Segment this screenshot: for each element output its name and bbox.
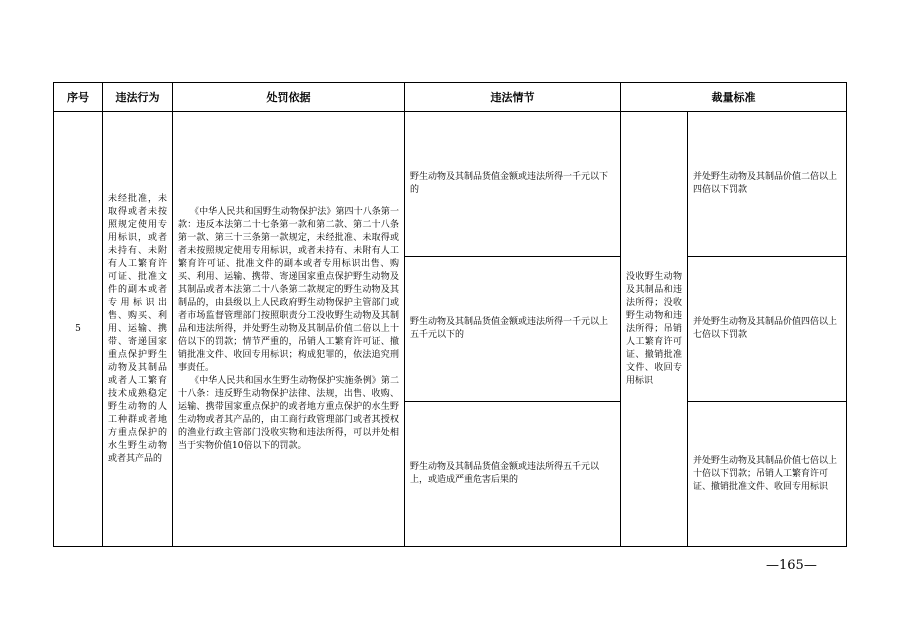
header-number: 序号 [54, 83, 103, 112]
discretion-standard: 并处野生动物及其制品价值七倍以上十倍以下罚款；吊销人工繁育许可证、撤销批准文件、收回专用标识 [688, 402, 847, 547]
row-number: 5 [54, 112, 103, 547]
table-row [54, 112, 847, 257]
discretion-standard: 并处野生动物及其制品价值四倍以上七倍以下罚款 [688, 257, 847, 402]
table-header-row [54, 83, 847, 112]
header-circumstance: 违法情节 [405, 83, 621, 112]
circumstance-condition: 野生动物及其制品货值金额或违法所得一千元以下的 [405, 112, 621, 257]
basis-paragraph: 《中华人民共和国野生动物保护法》第四十八条第一款：违反本法第二十七条第一款和第二款、第二十八条第一款、第三十三条第一款规定，未经批准、未取得或者未按照规定使用专用标识，或者未持有、未附有人工繁育许可证、批准文件的副本或者专用标识出售、购买、利用、运输、携带、寄递国家重点保护野生动物及其制品或者本法第二十八条第二款规定的野生动物及其制品的，由县级以上人民政府野生动物保护主管部门或者市场监督管理部门按照职责分工没收野生动物及其制品和违法所得，并处野生动物及其制品价值二倍以上十倍以下的罚款；情节严重的，吊销人工繁育许可证、撤销批准文件、收回专用标识；构成犯罪的，依法追究刑事责任。 [178, 206, 399, 373]
basis-paragraph: 《中华人民共和国水生野生动物保护实施条例》第二十八条：违反野生动物保护法律、法规，出售、收购、运输、携带国家重点保护的或者地方重点保护的水生野生动物或者其产品的，由工商行政管理部门或者其授权的渔业行政主管部门没收实物和违法所得，可以并处相当于实物价值10倍以下的罚款。 [178, 375, 399, 451]
header-violation: 违法行为 [103, 83, 173, 112]
circumstance-condition: 野生动物及其制品货值金额或违法所得五千元以上，或造成严重危害后果的 [405, 402, 621, 547]
common-measure: 没收野生动物及其制品和违法所得；没收野生动物和违法所得；吊销人工繁育许可证、撤销批准文件、收回专用标识 [621, 112, 688, 547]
header-standard: 裁量标准 [621, 83, 847, 112]
violation-text: 未经批准，未取得或者未按照规定使用专用标识，或者未持有、未附有人工繁育许可证、批准文件的副本或者专用标识出售、购买、利用、运输、携带、寄递国家重点保护野生动物及其制品或者人工繁育技术成熟稳定野生动物的人工种群或者地方重点保护的水生野生动物或者其产品的 [103, 112, 173, 547]
circumstance-condition: 野生动物及其制品货值金额或违法所得一千元以上五千元以下的 [405, 257, 621, 402]
discretion-standard: 并处野生动物及其制品价值二倍以上四倍以下罚款 [688, 112, 847, 257]
page-number: —165— [766, 558, 817, 573]
header-basis: 处罚依据 [173, 83, 405, 112]
penalty-discretion-table [53, 82, 847, 547]
penalty-basis [173, 112, 405, 547]
